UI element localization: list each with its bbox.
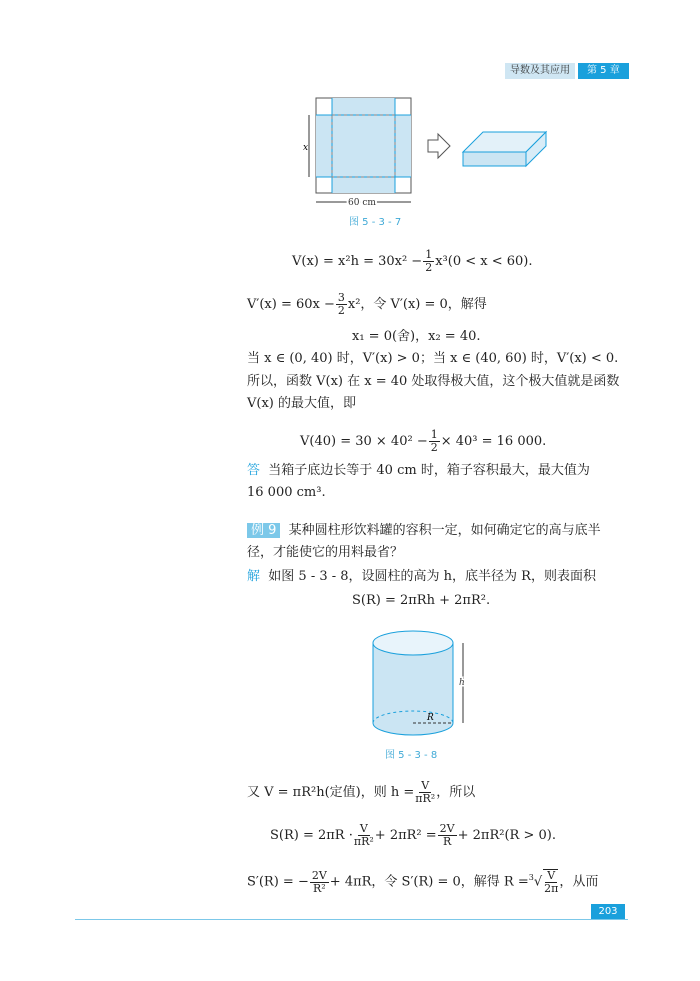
answer-line: 答 当箱子底边长等于 40 cm 时，箱子容积最大，最大值为 [247,463,590,478]
running-header [505,63,629,79]
height-label: h [459,678,465,688]
example-cont: 径，才能使它的用料最省？ [247,545,404,560]
footer-rule [75,919,628,920]
example-badge: 例 9 [247,523,280,538]
arrow-icon [428,134,450,158]
figure-5-3-7 [295,88,555,213]
side-label: x [303,143,309,153]
answer-cont: 16 000 cm³. [247,485,326,500]
equation-max: V(40) = 30 × 40² − $\frac{1}{2}$ × 40³ = 16 000. [300,428,547,454]
equation-s-prime: S′(R) = − $\frac{2V}{\text{R²}}$ + 4πR，令 S′(R) = 0，解得 R =$^3$√ $\frac{V}{2\pi}$ ，从而 [247,868,599,895]
radius-label: R [427,713,434,723]
equation-surface: S(R) = 2πRh + 2πR². [352,593,491,608]
example-line: 例 9 某种圆柱形饮料罐的容积一定，如何确定它的高与底半 [247,522,601,540]
figure-5-3-8-cylinder [365,625,475,745]
text-line: 当 x ∈ (0, 40) 时，V′(x) > 0；当 x ∈ (40, 60) 时，V′(x) < 0. [247,351,619,366]
figure-caption: 图 5 - 3 - 8 [385,750,438,761]
equation-derivative: V′(x) = 60x − $\frac{3}{2}$ x²，令 V′(x) = 0，解得 [247,291,487,317]
equation-h: 又 V = πR²h(定值)，则 h = $\frac{V}{\text{πR²}}$ ，所以 [247,779,476,805]
page-number: 203 [591,904,625,919]
header-topic: 导数及其应用 [505,63,575,79]
dim-label: 60 cm [348,198,376,208]
header-chapter: 第 5 章 [578,63,629,79]
text-line: V(x) 的最大值，即 [247,396,356,411]
equation-roots: x₁ = 0(舍)，x₂ = 40. [352,329,481,344]
solution-line: 解 如图 5 - 3 - 8，设圆柱的高为 h，底半径为 R，则表面积 [247,569,596,584]
figure-caption: 图 5 - 3 - 7 [349,217,402,228]
equation-s-of-r: S(R) = 2πR · $\frac{V}{\text{πR²}}$ + 2πR² = $\frac{2V}{R}$ + 2πR²(R > 0). [270,822,556,848]
equation-volume: V(x) = x²h = 30x² − $\frac{1}{2}$ x³(0 < x < 60). [292,248,533,274]
text-line: 所以，函数 V(x) 在 x = 40 处取得极大值，这个极大值就是函数 [247,374,620,389]
